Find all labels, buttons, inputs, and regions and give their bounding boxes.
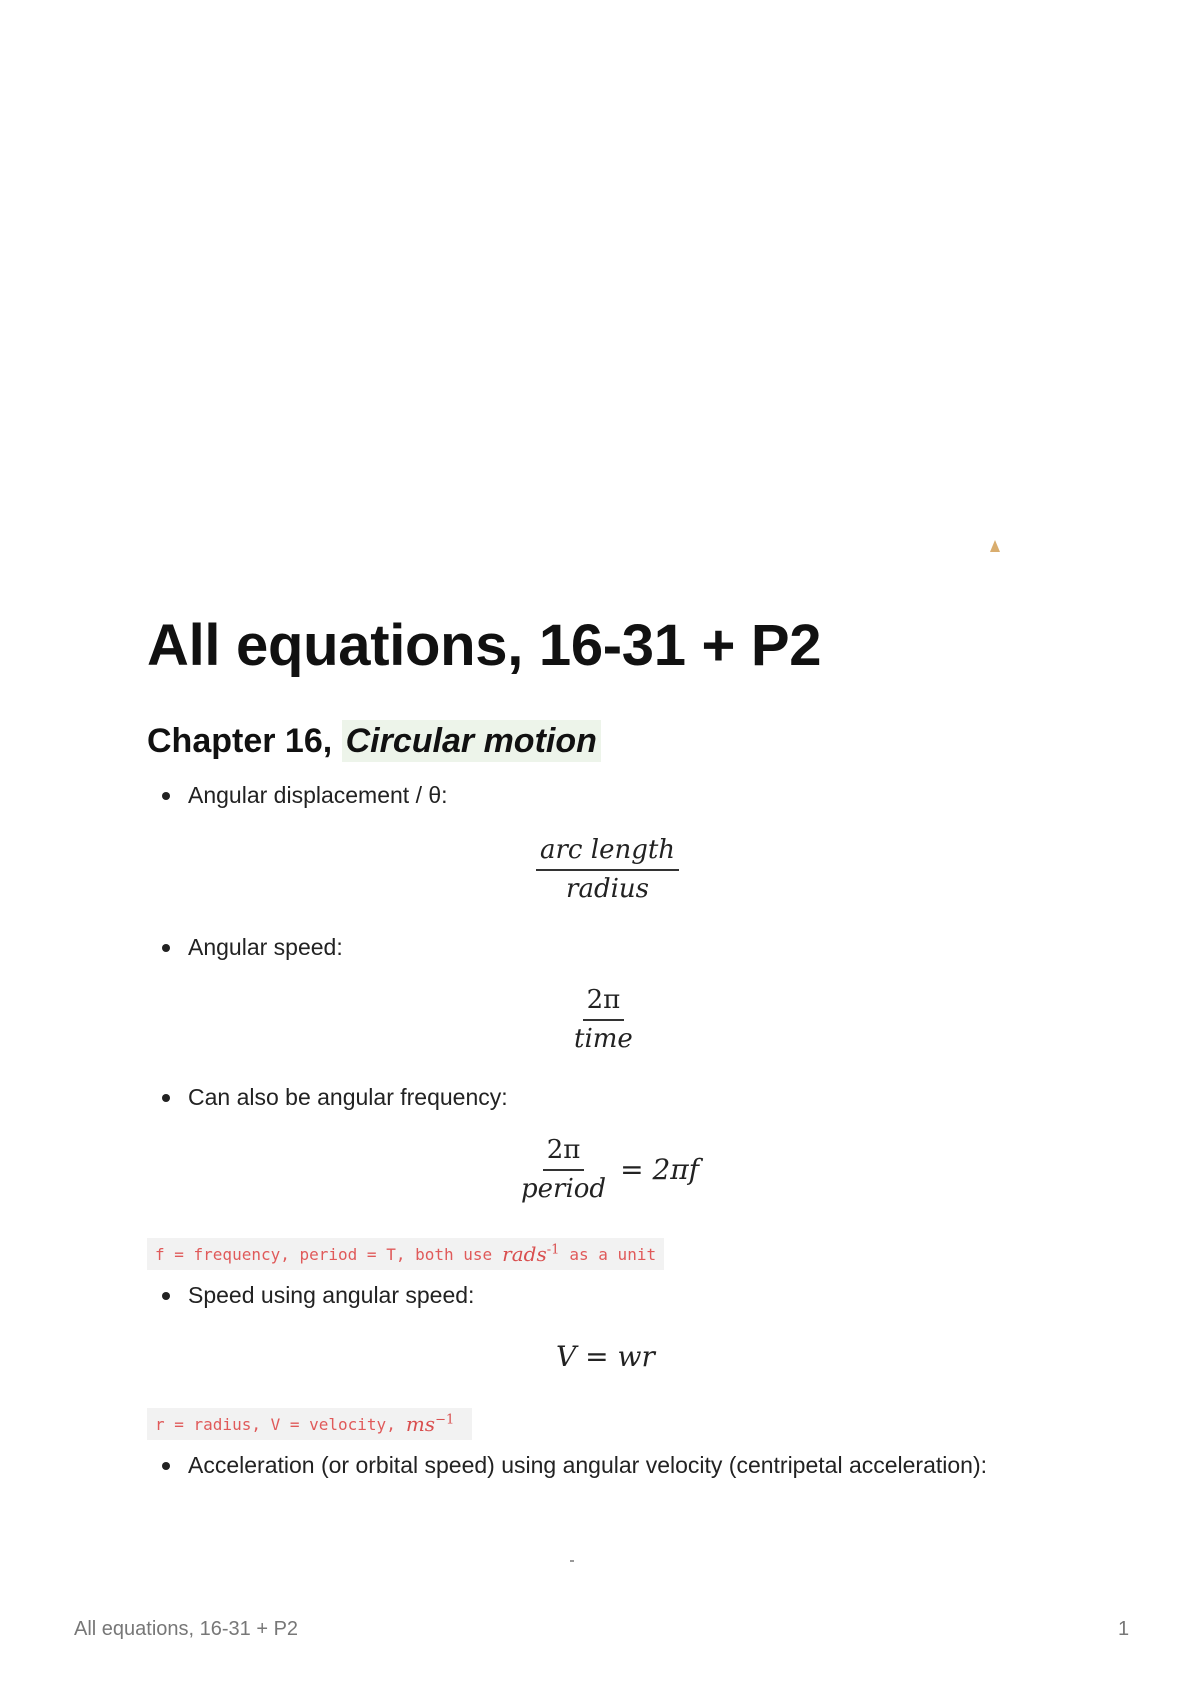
equation-text: V = wr xyxy=(556,1340,655,1373)
chapter-heading xyxy=(147,722,601,761)
equation-speed xyxy=(556,1340,655,1373)
list-item-text: Acceleration (or orbital speed) using angular velocity (centripetal acceleration): xyxy=(188,1452,988,1478)
list-item-text: Angular displacement / θ: xyxy=(188,782,448,808)
list-item-speed xyxy=(162,1282,474,1309)
list-item-angular-frequency xyxy=(162,1084,508,1111)
page-number: 1 xyxy=(1118,1618,1130,1640)
fraction xyxy=(570,986,637,1053)
list-item-text: Can also be angular frequency: xyxy=(188,1084,508,1110)
footer-title: All equations, 16-31 + P2 xyxy=(74,1618,299,1640)
fraction-numerator: 2π xyxy=(583,986,625,1021)
corner-marker-icon xyxy=(990,540,1000,552)
fraction-denominator: time xyxy=(574,1023,633,1054)
list-item-angular-displacement xyxy=(162,782,448,809)
note-text: r = radius, V = velocity, xyxy=(155,1414,396,1434)
stray-mark xyxy=(570,1560,574,1562)
list-item-text: Angular speed: xyxy=(188,934,343,960)
chapter-topic: Circular motion xyxy=(342,720,601,762)
bullet-icon xyxy=(162,944,170,952)
fraction-denominator: period xyxy=(521,1173,607,1204)
note-unit: $ms^{-1}$ xyxy=(405,1412,455,1436)
bullet-icon xyxy=(162,1292,170,1300)
note-speed xyxy=(147,1408,472,1440)
list-item-acceleration xyxy=(162,1452,987,1479)
equation-rhs: = 2πf xyxy=(620,1153,700,1187)
bullet-icon xyxy=(162,1094,170,1102)
fraction-numerator: arc length xyxy=(536,836,679,871)
bullet-icon xyxy=(162,1462,170,1470)
note-angular-frequency xyxy=(147,1238,664,1270)
list-item-angular-speed xyxy=(162,934,343,961)
equation-angular-frequency xyxy=(517,1136,699,1203)
equation-angular-displacement xyxy=(536,836,679,903)
fraction-denominator: radius xyxy=(566,873,650,904)
fraction-numerator: 2π xyxy=(543,1136,585,1171)
equation-angular-speed xyxy=(570,986,637,1053)
page-title: All equations, 16-31 + P2 xyxy=(147,613,822,678)
bullet-icon xyxy=(162,792,170,800)
note-text-end: as a unit xyxy=(569,1244,657,1264)
list-item-text: Speed using angular speed: xyxy=(188,1282,475,1308)
fraction xyxy=(517,1136,610,1203)
fraction xyxy=(536,836,679,903)
chapter-prefix: Chapter 16, xyxy=(147,722,342,760)
note-unit: rads$^{-1}$ xyxy=(502,1242,560,1266)
note-text: f = frequency, period = T, both use xyxy=(155,1244,493,1264)
